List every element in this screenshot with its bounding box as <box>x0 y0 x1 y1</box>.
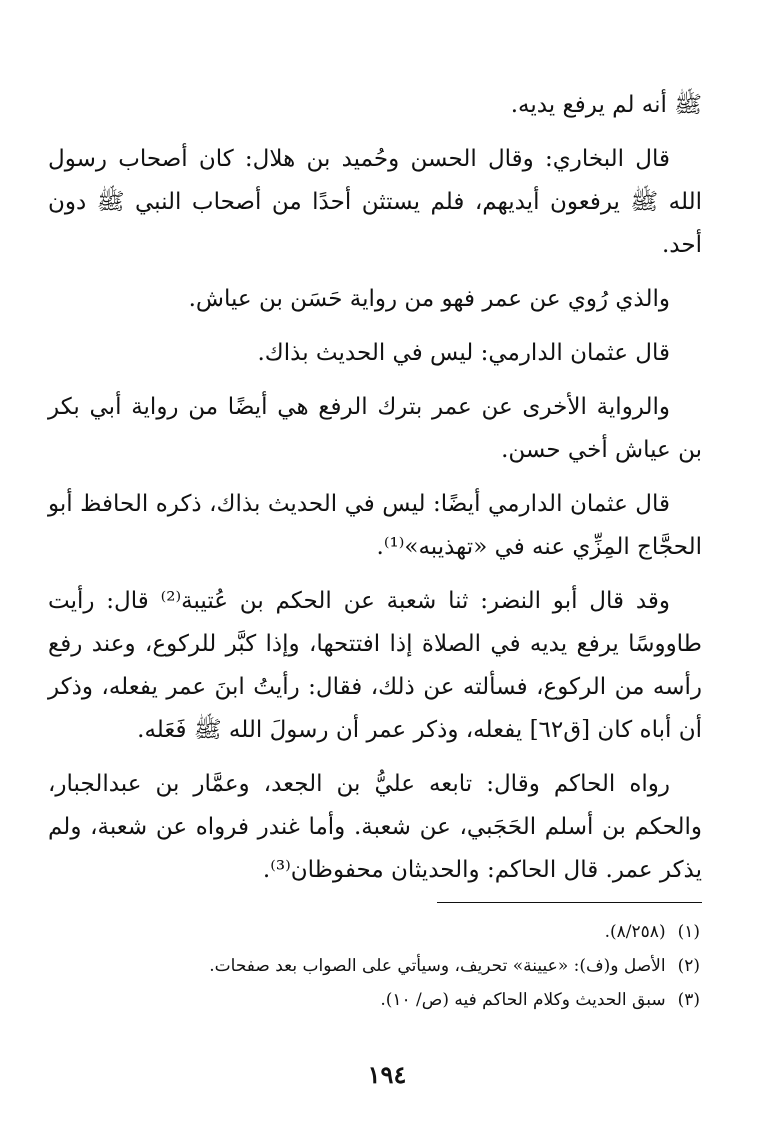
footnote-number: (١) <box>677 922 700 942</box>
page-number: ١٩٤ <box>367 1060 407 1089</box>
paragraph-1: ﷺ أنه لم يرفع يديه. <box>510 92 702 118</box>
footnote-text: سبق الحديث وكلام الحاكم فيه (ص/ ١٠). <box>380 990 666 1010</box>
footnote-number: (٢) <box>677 956 700 976</box>
footnote-text: (٨/٢٥٨). <box>604 922 666 942</box>
paragraph-5: والرواية الأخرى عن عمر بترك الرفع هي أيضًا من رواية أبي بكر بن عياش أخي حسن. <box>48 394 702 463</box>
main-text <box>48 84 702 903</box>
footnote-divider <box>437 902 702 903</box>
paragraph-3: والذي رُوي عن عمر فهو من رواية حَسَن بن عياش. <box>188 286 670 312</box>
paragraph-8: رواه الحاكم وقال: تابعه عليُّ بن الجعد، وعمَّار بن عبدالجبار، والحكم بن أسلم الحَجَبي، عن شعبة. وأما غندر فرواه عن شعبة، ولم يذكر عمر. قال الحاكم: والحديثان محفوظان⁽³⁾. <box>48 771 702 883</box>
paragraph-4: قال عثمان الدارمي: ليس في الحديث بذاك. <box>257 340 670 366</box>
paragraph-6: قال عثمان الدارمي أيضًا: ليس في الحديث بذاك، ذكره الحافظ أبو الحجَّاج المِزِّي عنه في «تهذيبه»⁽¹⁾. <box>48 491 702 560</box>
footnote-number: (٣) <box>677 990 700 1010</box>
footnote-text: الأصل و(ف): «عيينة» تحريف، وسيأتي على الصواب بعد صفحات. <box>209 956 666 976</box>
footnote-3 <box>48 983 700 1017</box>
footnotes <box>48 915 700 1017</box>
footnote-1 <box>48 915 700 949</box>
footnote-2 <box>48 949 700 983</box>
paragraph-2: قال البخاري: وقال الحسن وحُميد بن هلال: كان أصحاب رسول الله ﷺ يرفعون أيديهم، فلم يستثن أحدًا من أصحاب النبي ﷺ دون أحد. <box>48 146 702 258</box>
paragraph-7: وقد قال أبو النضر: ثنا شعبة عن الحكم بن عُتيبة⁽²⁾ قال: رأيت طاووسًا يرفع يديه في الصلاة إذا افتتحها، وإذا كبَّر للركوع، وعند رفع رأسه من الركوع، فسألته عن ذلك، فقال: رأيتُ ابنَ عمر يفعله، وذكر أن أباه كان [ق٦٢] يفعله، وذكر عمر أن رسولَ الله ﷺ فَعَله. <box>48 588 702 743</box>
